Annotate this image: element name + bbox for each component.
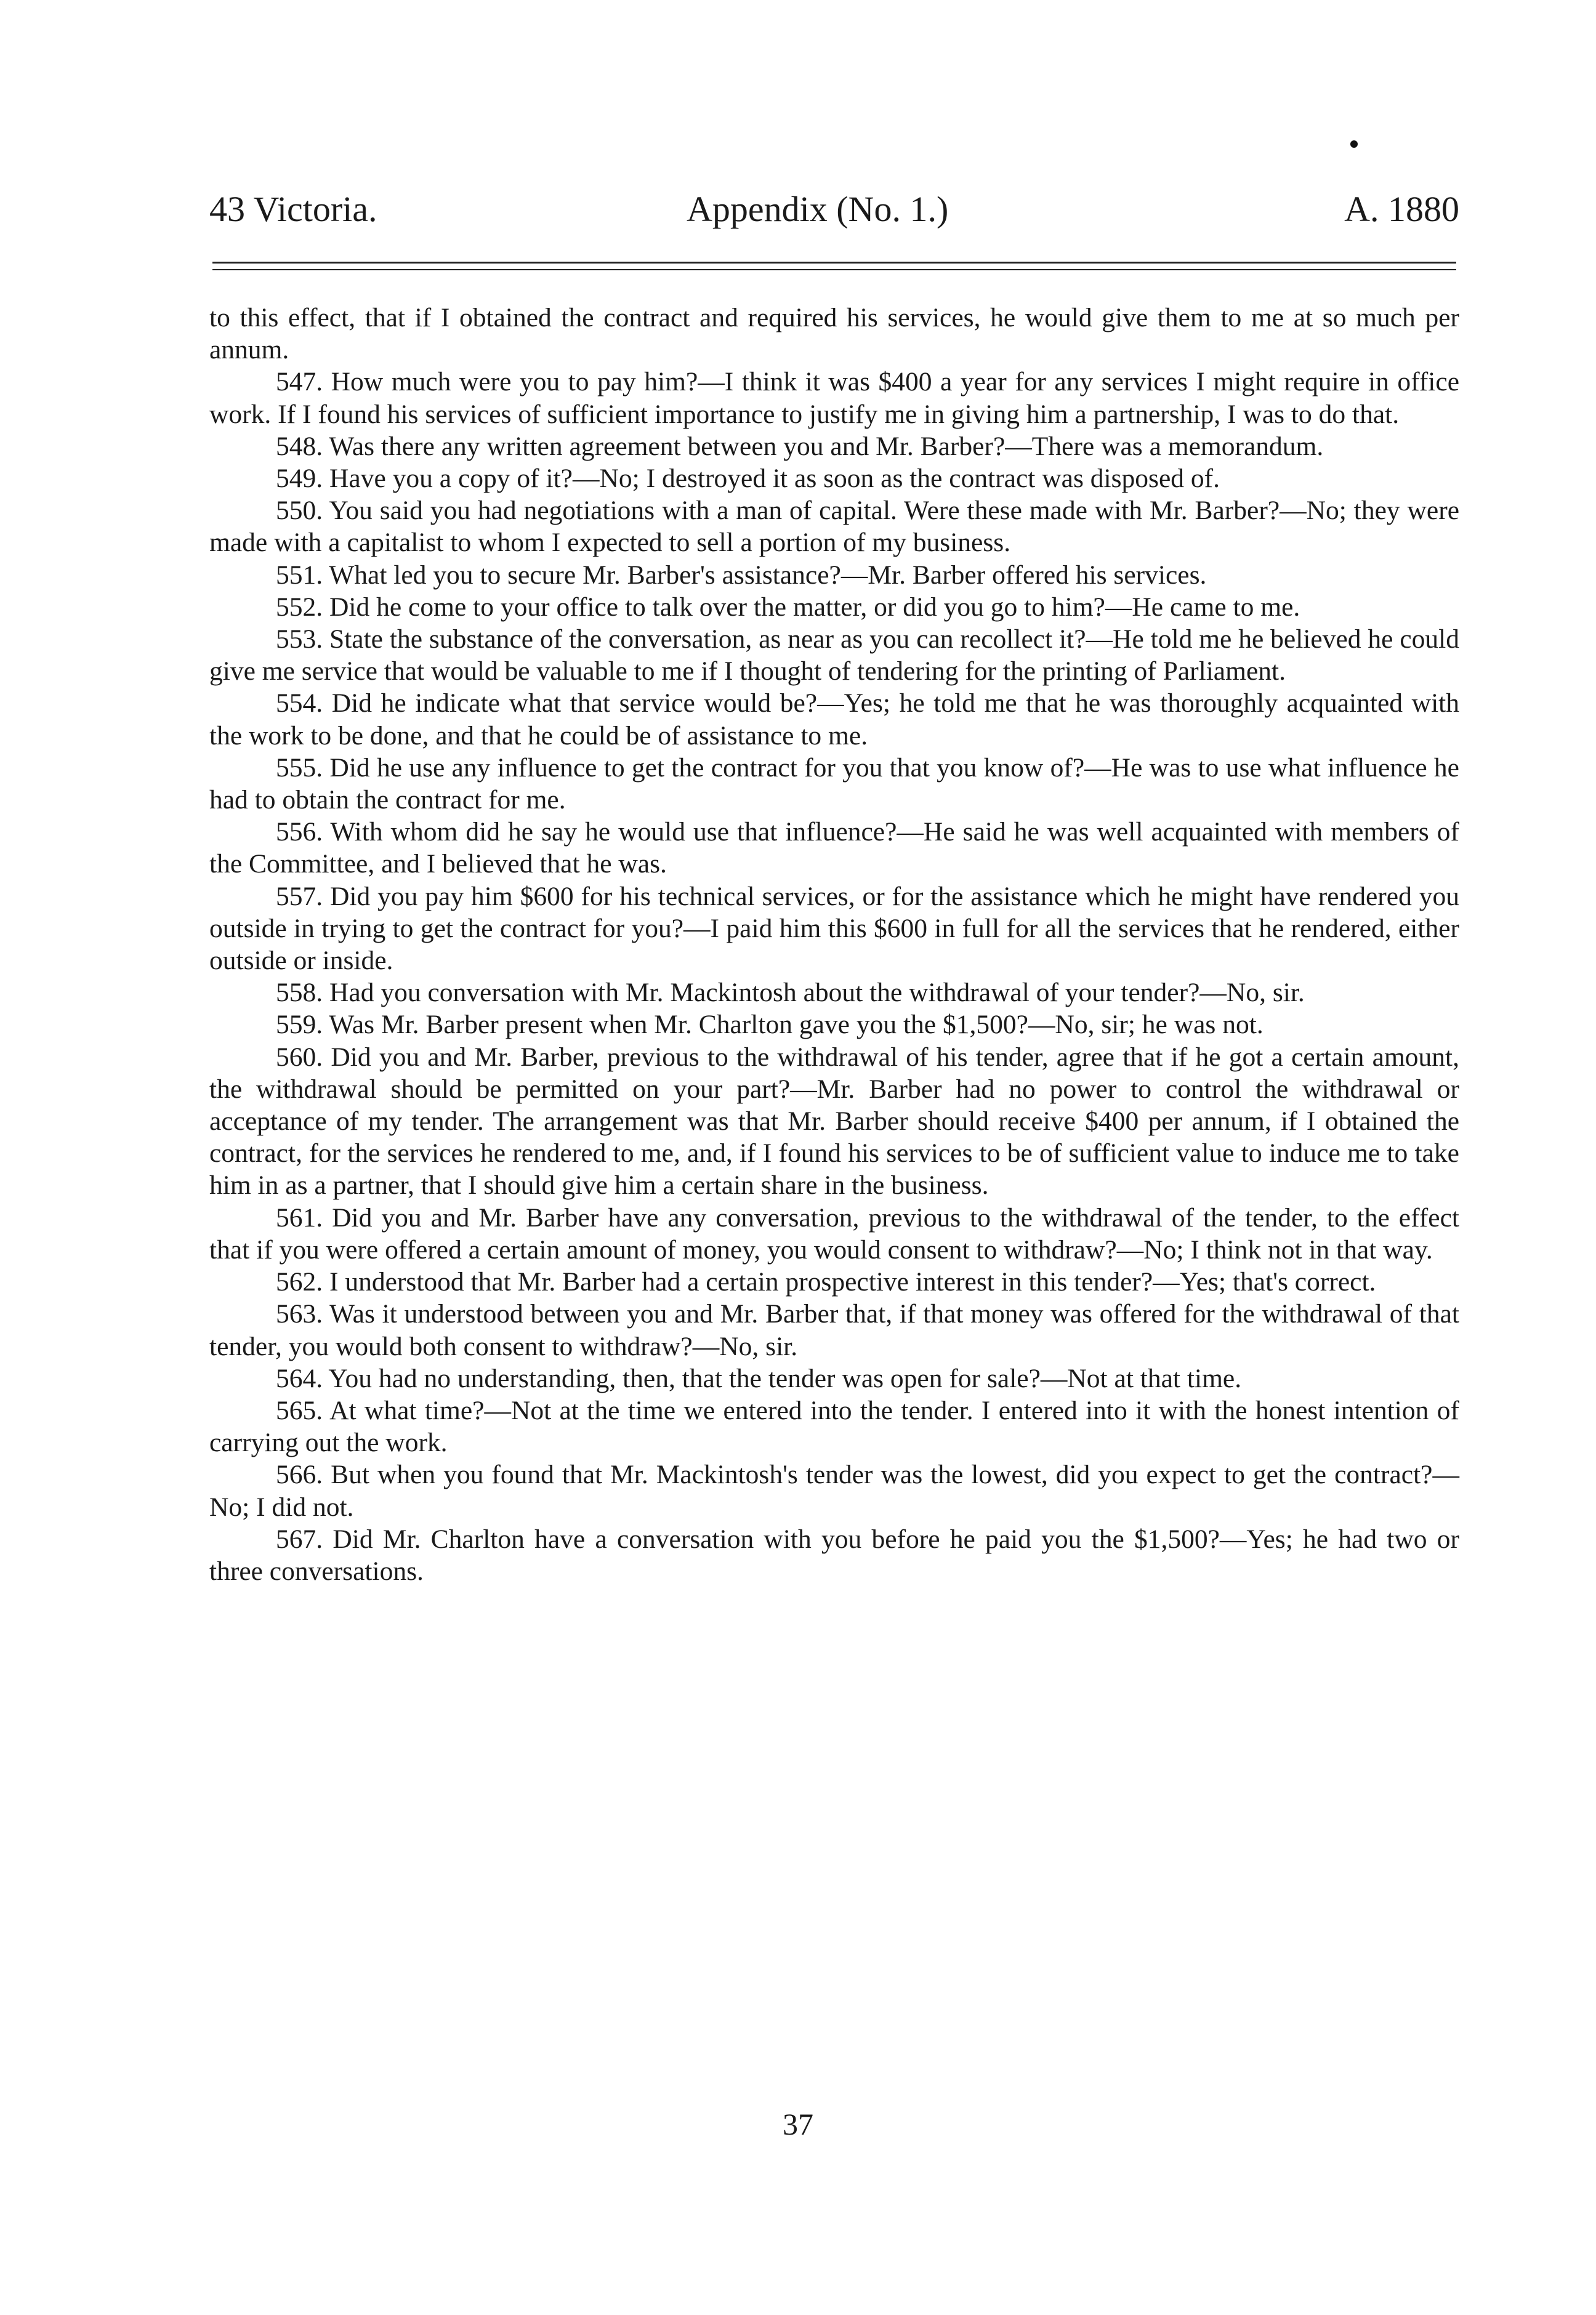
paragraph: to this effect, that if I obtained the contract and required his services, he would give them to me at so much per annum. (209, 303, 1459, 365)
paragraph: 560. Did you and Mr. Barber, previous to the withdrawal of his tender, agree that if he got a certain amount, the withdrawal should be permitted on your part?—Mr. Barber had no power to control the withdrawal or acceptance of my tender. The arrangement was that Mr. Barber should receive $400 per annum, if I obtained the contract, for the services he rendered to me, and, if I found his services to be of sufficient value to induce me to take him in as a partner, that I should give him a certain share in the business. (209, 1042, 1459, 1201)
paragraph: 555. Did he use any influence to get the contract for you that you know of?—He was to use what influence he had to obtain the contract for me. (209, 752, 1459, 815)
paragraph: 559. Was Mr. Barber present when Mr. Charlton gave you the $1,500?—No, sir; he was not. (276, 1010, 1264, 1040)
header-appendix: Appendix (No. 1.) (687, 189, 949, 229)
testimony-text (209, 302, 1459, 1587)
paragraph: 561. Did you and Mr. Barber have any conversation, previous to the withdrawal of the tender, to the effect that if you were offered a certain amount of money, you would consent to withdraw?—No; I think not in that way. (209, 1202, 1459, 1265)
paragraph: 556. With whom did he say he would use that influence?—He said he was well acquainted with members of the Committee, and I believed that he was. (209, 817, 1459, 879)
paragraph: 548. Was there any written agreement between you and Mr. Barber?—There was a memorandum. (276, 431, 1324, 461)
paragraph: 564. You had no understanding, then, that the tender was open for sale?—Not at that time. (276, 1363, 1242, 1393)
header-year: A. 1880 (1344, 189, 1459, 229)
paragraph: 565. At what time?—Not at the time we entered into the tender. I entered into it with the honest intention of carrying out the work. (209, 1395, 1459, 1458)
paragraph: 547. How much were you to pay him?—I think it was $400 a year for any services I might require in office work. If I found his services of sufficient importance to justify me in giving him a partnership, I was to do that. (209, 367, 1459, 429)
ink-dot (1350, 140, 1358, 148)
header-rule-thin (212, 269, 1456, 270)
page-number: 37 (783, 2107, 813, 2141)
paragraph: 566. But when you found that Mr. Mackintosh's tender was the lowest, did you expect to get the contract?—No; I did not. (209, 1460, 1459, 1522)
paragraph: 567. Did Mr. Charlton have a conversation with you before he paid you the $1,500?—Yes; he had two or three conversations. (209, 1524, 1459, 1586)
paragraph: 554. Did he indicate what that service would be?—Yes; he told me that he was thoroughly acquainted with the work to be done, and that he could be of assistance to me. (209, 688, 1459, 751)
paragraph: 551. What led you to secure Mr. Barber's assistance?—Mr. Barber offered his services. (276, 560, 1207, 590)
paragraph: 563. Was it understood between you and Mr. Barber that, if that money was offered for the withdrawal of that tender, you would both consent to withdraw?—No, sir. (209, 1299, 1459, 1361)
header-rule (212, 262, 1456, 264)
paragraph: 558. Had you conversation with Mr. Mackintosh about the withdrawal of your tender?—No, sir. (276, 978, 1305, 1008)
paragraph: 562. I understood that Mr. Barber had a certain prospective interest in this tender?—Yes; that's correct. (276, 1267, 1376, 1297)
paragraph: 549. Have you a copy of it?—No; I destroyed it as soon as the contract was disposed of. (276, 464, 1220, 494)
paragraph: 550. You said you had negotiations with a man of capital. Were these made with Mr. Barber?—No; they were made with a capitalist to whom I expected to sell a portion of my business. (209, 496, 1459, 558)
header-session: 43 Victoria. (209, 189, 377, 229)
paragraph: 557. Did you pay him $600 for his technical services, or for the assistance which he might have rendered you outside in trying to get the contract for you?—I paid him this $600 in full for all the services that he rendered, either outside or inside. (209, 881, 1459, 976)
running-header (209, 185, 1459, 234)
paragraph: 552. Did he come to your office to talk over the matter, or did you go to him?—He came to me. (276, 592, 1300, 622)
paragraph: 553. State the substance of the conversation, as near as you can recollect it?—He told me he believed he could give me service that would be valuable to me if I thought of tendering for the printing of Parliament. (209, 624, 1459, 686)
